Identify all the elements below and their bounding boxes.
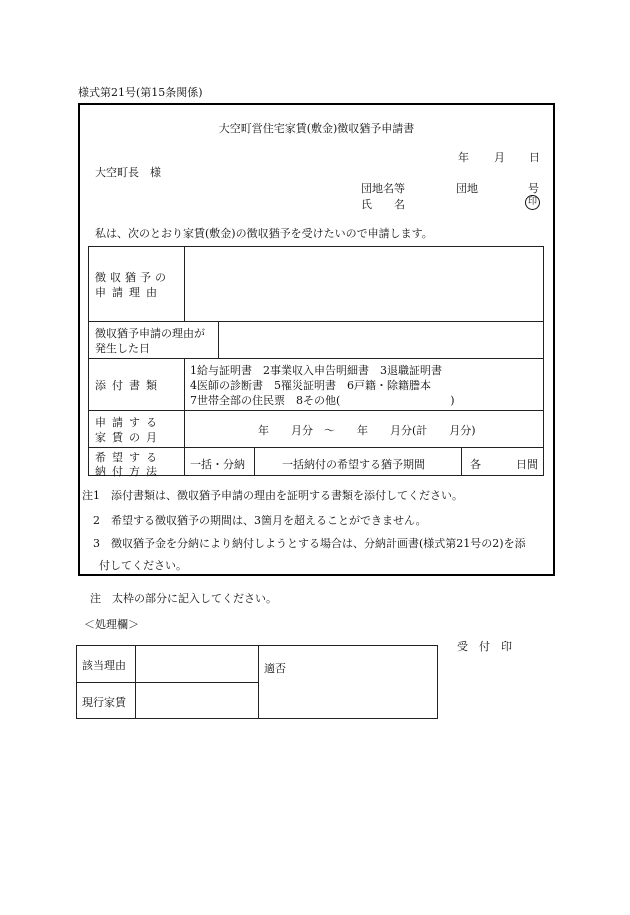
payment-option[interactable]: 一括・分納 (190, 458, 245, 471)
attach-line-1: 1給与証明書 2事業収入申告明細書 3退職証明書 (190, 364, 442, 377)
reason-label-line1: 徴収猶予の (95, 271, 170, 284)
occurrence-date-input[interactable] (224, 326, 538, 354)
addressee: 大空町長 様 (95, 166, 161, 179)
note-3: 3 徴収猶予金を分納により納付しようとする場合は、分納計画書(様式第21号の2)を添 (93, 537, 526, 550)
date-month-label: 月 (494, 151, 505, 164)
attach-line-3: 7世帯全部の住民票 8その他( ) (190, 394, 455, 407)
processing-current-rent-label: 現行家賃 (82, 696, 126, 709)
reception-stamp-label: 受 付 印 (457, 640, 512, 653)
occurrence-label-line1: 徴収猶予申請の理由が (95, 327, 205, 340)
statement: 私は、次のとおり家賃(敷金)の徴収猶予を受けたいので申請します。 (95, 227, 433, 240)
bold-frame-note: 注 太枠の部分に記入してください。 (90, 592, 277, 605)
seal-icon: 印 (525, 195, 540, 210)
seal-mark (525, 194, 540, 210)
form-title: 大空町営住宅家賃(敷金)徴収猶予申請書 (218, 122, 415, 135)
complex-label: 団地名等 (361, 182, 405, 195)
reason-label-line2: 申請理由 (95, 286, 163, 299)
date-day-label: 日 (529, 151, 540, 164)
date-year-label: 年 (458, 151, 469, 164)
rent-period-field[interactable]: 年 月分 ～ 年 月分(計 月分) (258, 424, 476, 437)
payment-label-line2: 納付方法 (95, 465, 163, 478)
complex-suffix: 団地 (456, 182, 478, 195)
attach-label: 添付書類 (95, 379, 163, 392)
payment-period-label: 一括納付の希望する猶予期間 (282, 458, 425, 471)
processing-heading: ＜処理欄＞ (84, 618, 139, 631)
processing-reason-label: 該当理由 (82, 659, 126, 672)
name-label: 氏 名 (361, 198, 405, 211)
payment-label-line1: 希望する (95, 451, 163, 464)
note-1: 注1 添付書類は、徴収猶予申請の理由を証明する書類を添付してください。 (82, 489, 463, 502)
number-suffix: 号 (528, 182, 539, 195)
processing-approval-label: 適否 (264, 662, 286, 675)
reason-input[interactable] (190, 254, 538, 314)
note-3-continued: 付してください。 (99, 559, 187, 572)
payment-days-label: 日間 (516, 458, 538, 471)
rent-label-line2: 家賃の月 (95, 431, 163, 444)
payment-each-label: 各 (470, 458, 481, 471)
occurrence-label-line2: 発生した日 (95, 342, 150, 355)
form-number: 様式第21号(第15条関係) (78, 86, 203, 99)
rent-label-line1: 申請する (95, 416, 163, 429)
note-2: 2 希望する徴収猶予の期間は、3箇月を超えることができません。 (93, 514, 427, 527)
attach-line-2: 4医師の診断書 5罹災証明書 6戸籍・除籍謄本 (190, 379, 431, 392)
